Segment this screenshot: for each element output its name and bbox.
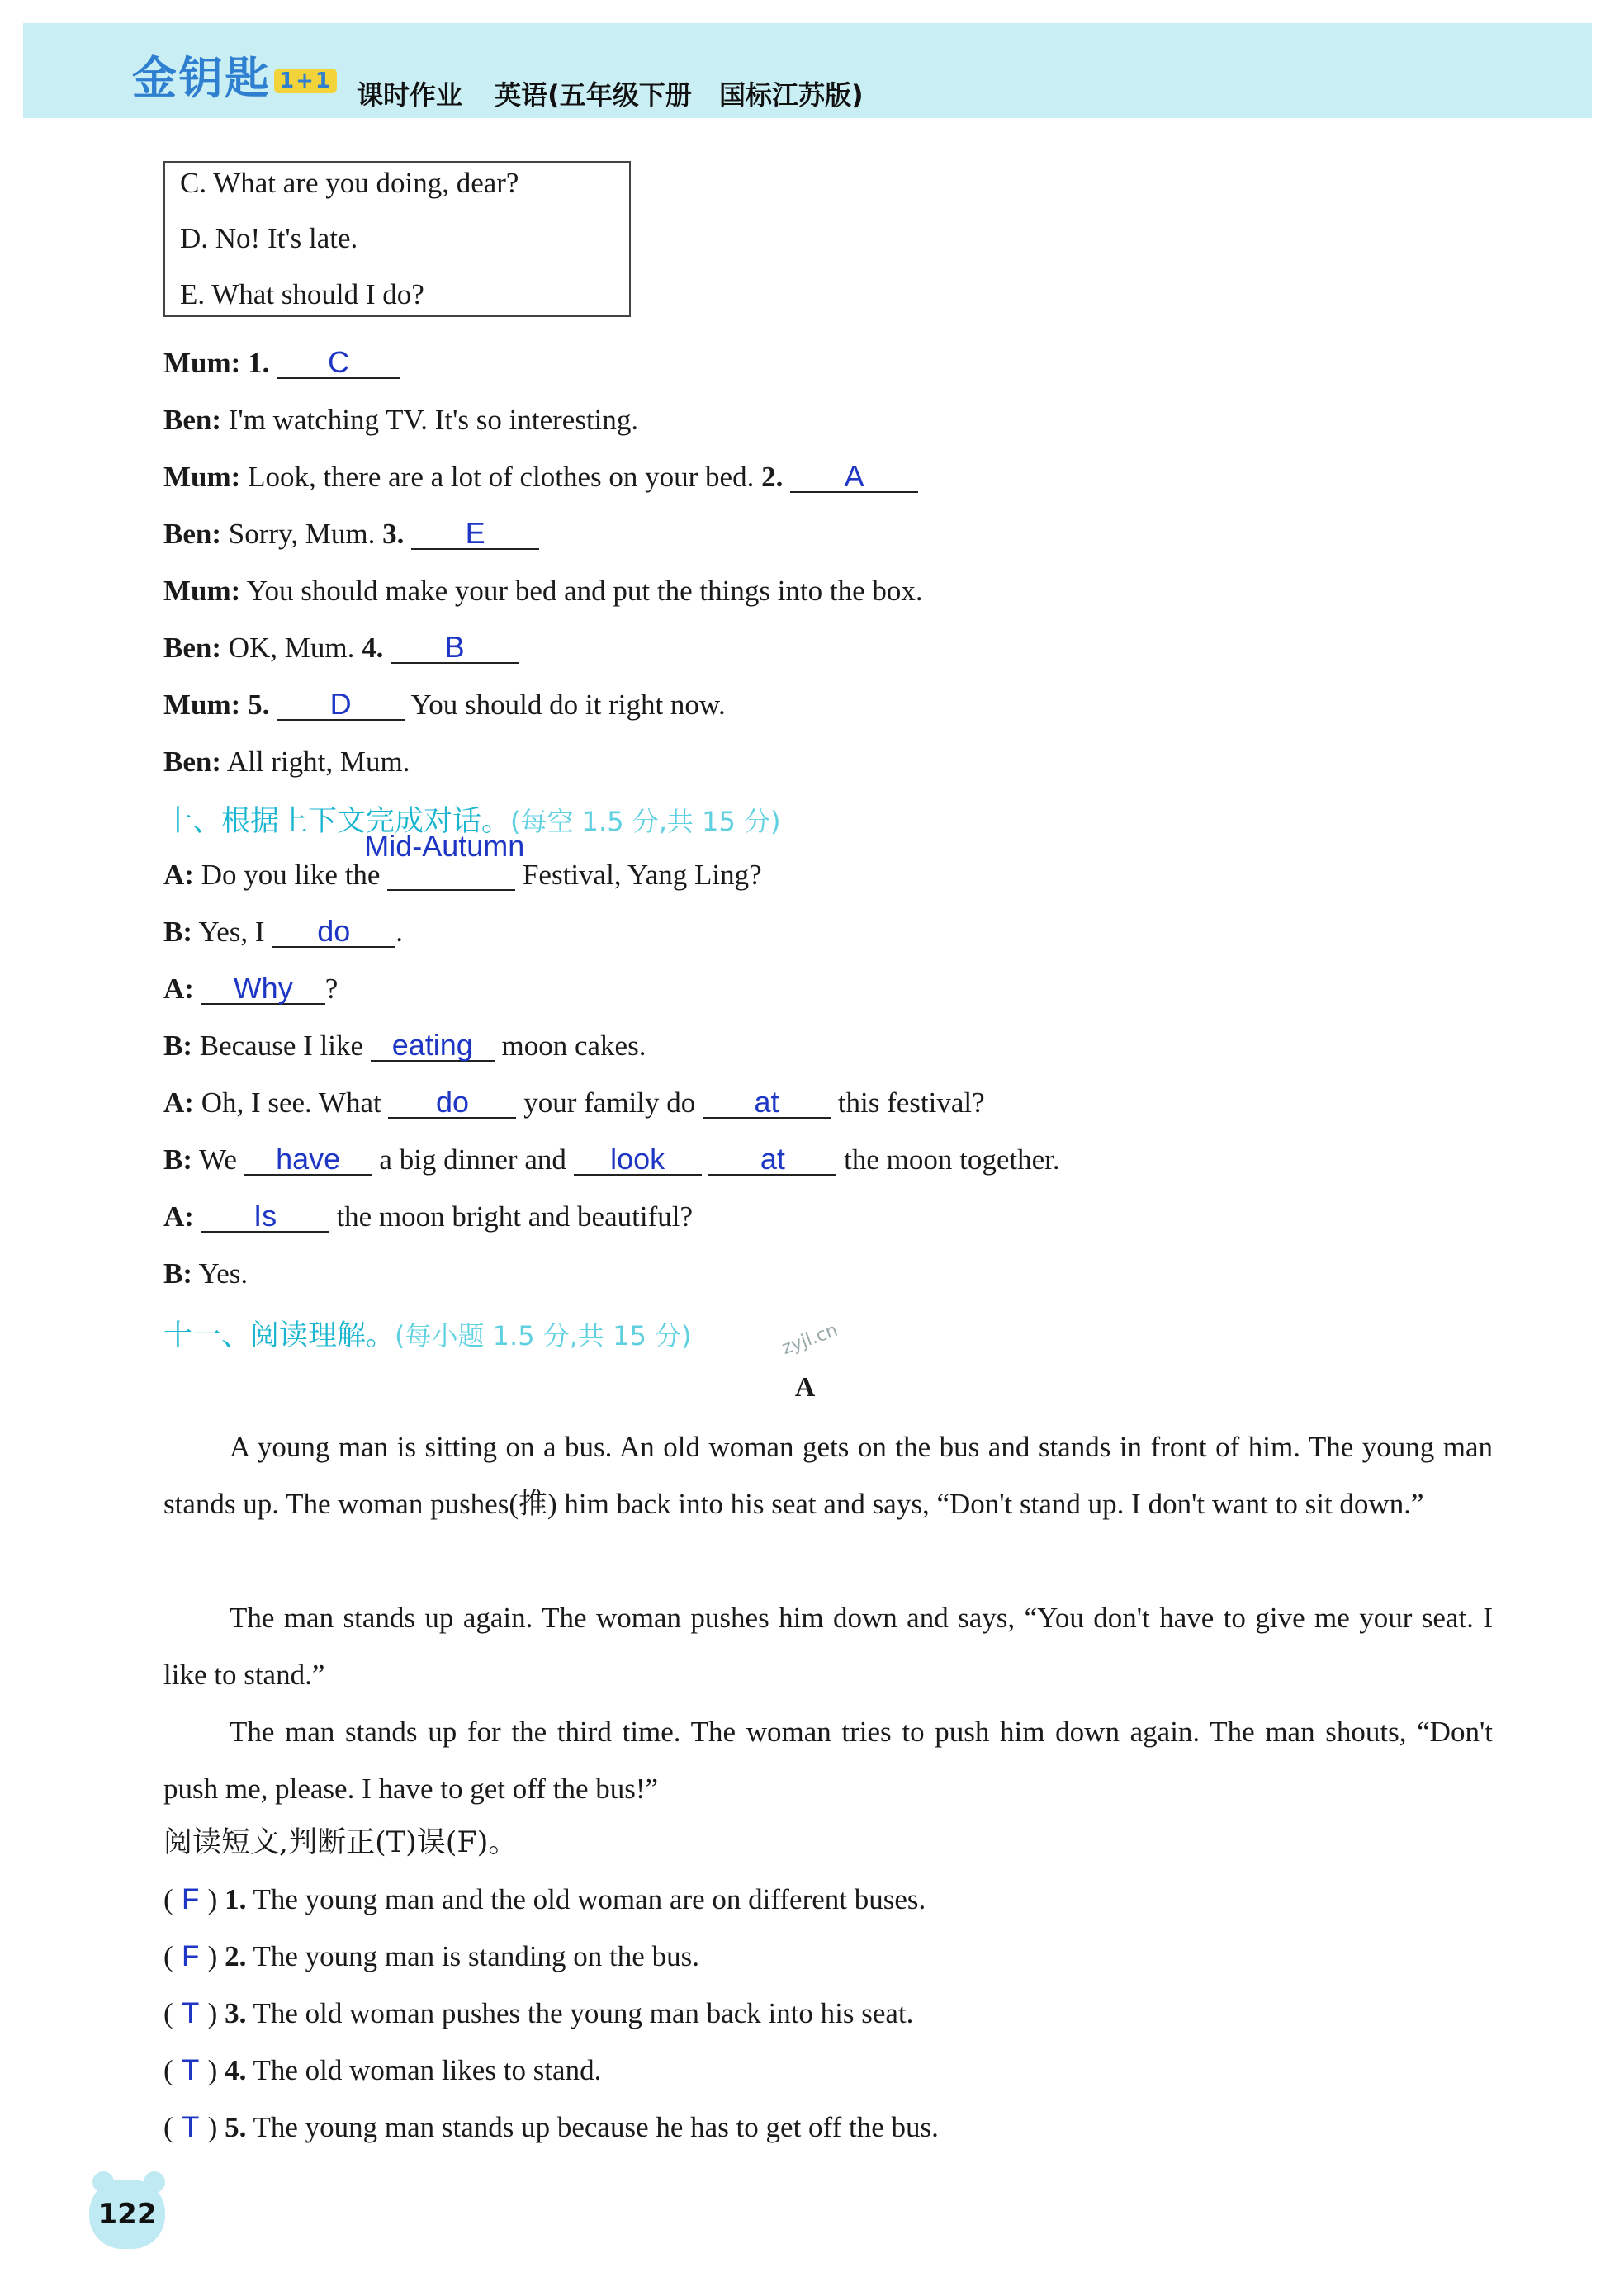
- speaker: Ben:: [163, 404, 221, 436]
- bracket-open: (: [163, 2111, 173, 2143]
- speaker: A:: [163, 1086, 194, 1119]
- answer-text: Mid-Autumn: [364, 829, 525, 863]
- dialog-text: moon cakes.: [501, 1030, 646, 1062]
- dialog-text: You should make your bed and put the things into the box.: [246, 575, 923, 607]
- dialog-text: this festival?: [837, 1086, 985, 1119]
- speaker: Mum:: [163, 461, 241, 493]
- tf-statement: The young man and the old woman are on different buses.: [253, 1883, 926, 1915]
- dialog-text: Look, there are a lot of clothes on your bed.: [248, 461, 755, 493]
- dialog1-line-2: [163, 404, 638, 437]
- dialog2-line-4: [163, 1030, 646, 1063]
- answer-blank: eating: [371, 1030, 495, 1062]
- dialog2-line-1: [163, 829, 762, 892]
- question-number: 3.: [225, 1997, 247, 2029]
- bracket-close: ): [207, 1883, 218, 1915]
- dialog1-line-3: [163, 461, 918, 494]
- dialog2-line-5: [163, 1086, 985, 1120]
- answer-blank: at: [703, 1087, 831, 1119]
- tf-item-5: [163, 2111, 939, 2144]
- speaker: Ben:: [163, 746, 221, 778]
- dialog-text: You should do it right now.: [410, 689, 726, 721]
- speaker: A:: [163, 859, 194, 891]
- tf-instruction: 阅读短文,判断正(T)误(F)。: [163, 1826, 518, 1859]
- answer-blank: Why: [201, 973, 325, 1005]
- tf-answer: T: [181, 1997, 200, 2029]
- answer-blank: do: [272, 916, 395, 948]
- question-number: 2.: [761, 461, 784, 493]
- brand-name: 金钥匙: [132, 52, 271, 104]
- bracket-close: ): [207, 1997, 218, 2029]
- question-number: 3.: [382, 518, 405, 550]
- header-title: [357, 74, 887, 112]
- dialog1-line-4: [163, 518, 539, 551]
- dialog-text: OK, Mum.: [228, 632, 355, 664]
- tf-item-1: [163, 1883, 926, 1916]
- speaker: Mum:: [163, 347, 241, 379]
- answer-blank: C: [277, 348, 400, 379]
- option-c: C. What are you doing, dear?: [180, 167, 519, 199]
- dialog-text: Festival, Yang Ling?: [522, 859, 762, 891]
- answer-blank: have: [244, 1144, 372, 1176]
- bracket-close: ): [207, 2111, 218, 2143]
- section-score-note: (每小题 1.5 分,共 15 分): [395, 1320, 692, 1352]
- dialog-text: Because I like: [199, 1030, 363, 1062]
- question-number: 1.: [248, 347, 270, 379]
- answer-blank: do: [388, 1087, 516, 1119]
- speaker: B:: [163, 916, 192, 948]
- answer-blank: [364, 829, 525, 891]
- tf-answer: T: [181, 2111, 200, 2143]
- passage-paragraph-2: The man stands up again. The woman pushes him down and says, “You don't have to give me your seat. I like to stand.”: [163, 1602, 1493, 1691]
- option-d: D. No! It's late.: [180, 222, 358, 254]
- tf-answer: F: [181, 1940, 200, 1972]
- section-title: 十、根据上下文完成对话。: [163, 805, 511, 838]
- tf-item-3: [163, 1997, 913, 2030]
- dialog1-line-6: [163, 632, 519, 665]
- section-11-title: [163, 1313, 691, 1354]
- bracket-open: (: [163, 1883, 173, 1915]
- page-number: 122: [89, 2180, 165, 2249]
- tf-item-4: [163, 2054, 601, 2087]
- tf-statement: The young man stands up because he has to get off the bus.: [253, 2111, 939, 2143]
- dialog2-line-2: [163, 916, 403, 949]
- dialog-text: Sorry, Mum.: [228, 518, 376, 550]
- speaker: B:: [163, 1257, 192, 1290]
- dialog-text: We: [199, 1143, 237, 1176]
- answer-blank: B: [391, 632, 519, 664]
- dialog-text: All right, Mum.: [226, 746, 410, 778]
- dialog-text: the moon bright and beautiful?: [336, 1200, 693, 1233]
- speaker: B:: [163, 1030, 192, 1062]
- answer-blank: at: [708, 1144, 836, 1176]
- speaker: Ben:: [163, 518, 221, 550]
- section-score-note: (每空 1.5 分,共 15 分): [510, 806, 781, 837]
- speaker: Ben:: [163, 632, 221, 664]
- answer-blank: look: [574, 1144, 702, 1176]
- brand-logo: [132, 43, 337, 107]
- speaker: Mum:: [163, 575, 241, 607]
- dialog2-line-7: [163, 1200, 693, 1233]
- header-series: 课时作业: [357, 79, 463, 111]
- question-number: 5.: [248, 689, 270, 721]
- dialog-text: Yes, I: [198, 916, 265, 948]
- question-number: 1.: [225, 1883, 247, 1915]
- tf-statement: The old woman likes to stand.: [253, 2054, 602, 2086]
- dialog-text: Do you like the: [201, 859, 381, 891]
- speaker: A:: [163, 1200, 194, 1233]
- bracket-close: ): [207, 2054, 218, 2086]
- dialog1-line-7: [163, 689, 726, 722]
- tf-statement: The young man is standing on the bus.: [253, 1940, 699, 1972]
- bracket-open: (: [163, 1940, 173, 1972]
- dialog1-line-1: [163, 347, 400, 380]
- bracket-close: ): [207, 1940, 218, 1972]
- dialog-text: .: [395, 916, 404, 948]
- dialog2-line-3: [163, 973, 338, 1006]
- answer-blank: Is: [201, 1201, 329, 1233]
- dialog-text: ?: [324, 973, 339, 1005]
- bracket-open: (: [163, 2054, 173, 2086]
- tf-answer: T: [181, 2054, 200, 2086]
- passage-label: A: [794, 1372, 816, 1403]
- dialog-text: Yes.: [198, 1257, 249, 1290]
- dialog2-line-6: [163, 1143, 1060, 1176]
- header-subject: 英语(五年级下册: [495, 79, 692, 111]
- header-edition: 国标江苏版): [718, 79, 864, 111]
- dialog2-line-8: [163, 1257, 248, 1290]
- answer-blank: D: [277, 689, 405, 721]
- speaker: B:: [163, 1143, 192, 1176]
- passage-paragraph-1: A young man is sitting on a bus. An old woman gets on the bus and stands in front of him. The young man stands up. The woman pushes(推) him back into his seat and says, “Don't stand up. I don't want to sit down.”: [163, 1431, 1493, 1520]
- watermark: zyjl.cn: [779, 1319, 841, 1360]
- tf-answer: F: [181, 1883, 200, 1915]
- question-number: 5.: [225, 2111, 247, 2143]
- question-number: 4.: [362, 632, 384, 664]
- dialog-text: the moon together.: [844, 1143, 1060, 1176]
- tf-statement: The old woman pushes the young man back into his seat.: [253, 1997, 914, 2029]
- question-number: 2.: [225, 1940, 247, 1972]
- tf-item-2: [163, 1940, 699, 1973]
- dialog-text: Oh, I see. What: [201, 1086, 381, 1119]
- speaker: Mum:: [163, 689, 241, 721]
- bracket-open: (: [163, 1997, 173, 2029]
- brand-badge: 1+1: [274, 69, 337, 93]
- speaker: A:: [163, 973, 194, 1005]
- dialog-text: I'm watching TV. It's so interesting.: [228, 404, 639, 436]
- answer-blank: E: [411, 518, 539, 550]
- dialog1-line-5: [163, 575, 923, 608]
- question-number: 4.: [225, 2054, 247, 2086]
- option-e: E. What should I do?: [180, 278, 424, 310]
- dialog1-line-8: [163, 746, 410, 779]
- answer-blank: A: [790, 462, 918, 493]
- section-title: 十一、阅读理解。: [163, 1319, 395, 1352]
- dialog-text: your family do: [523, 1086, 696, 1119]
- passage-paragraph-3: The man stands up for the third time. The woman tries to push him down again. The man shouts, “Don't push me, please. I have to get off the bus!”: [163, 1716, 1493, 1805]
- dialog-text: a big dinner and: [379, 1143, 566, 1176]
